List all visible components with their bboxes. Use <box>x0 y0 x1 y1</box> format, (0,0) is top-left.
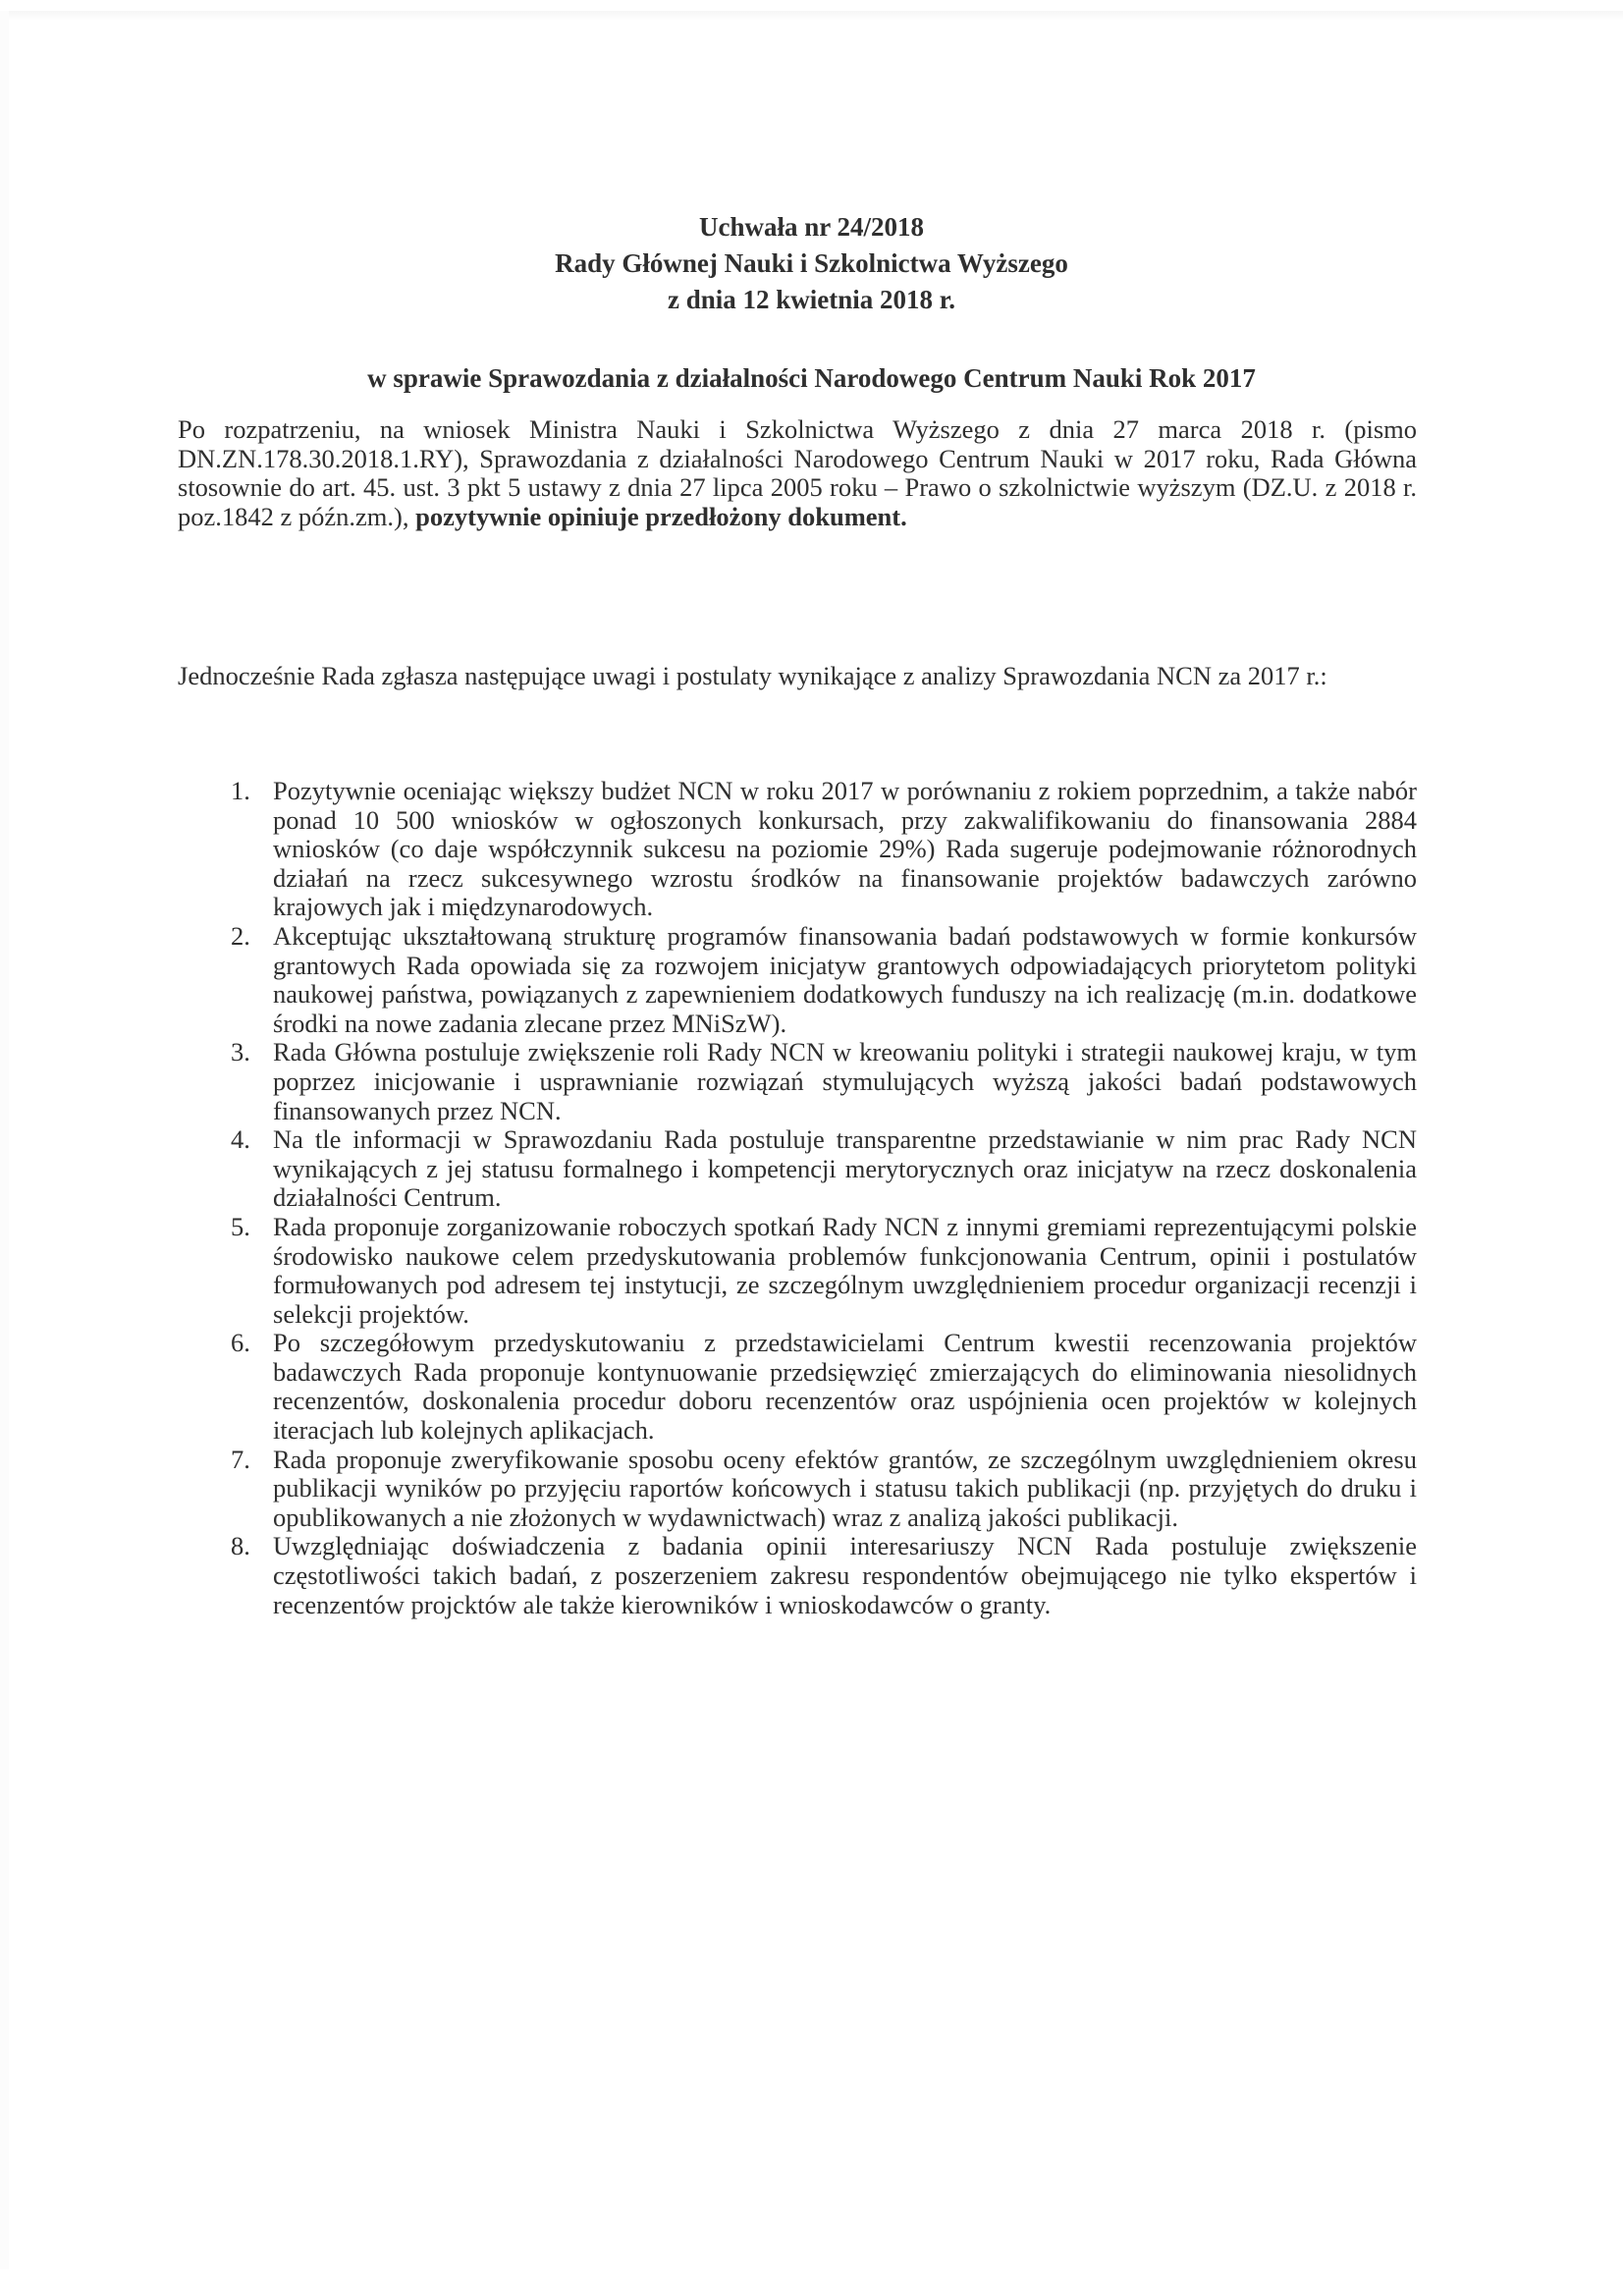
issuing-body: Rady Głównej Nauki i Szkolnictwa Wyższego <box>555 248 1068 278</box>
list-item-number: 1. <box>231 776 250 805</box>
remarks-list <box>178 777 1417 1619</box>
list-item <box>178 1329 1417 1445</box>
list-item-text: Akceptując ukształtowaną strukturę programów finansowania badań podstawowych w formie konkursów grantowych Rada opowiada się za rozwojem inicjatyw grantowych odpowiadających priorytetom polityki naukowej państwa, powiązanych z zapewnieniem dodatkowych funduszy na ich realizację (m.in. dodatkowe środki na nowe zadania zlecane przez MNiSzW). <box>273 920 1417 1038</box>
list-item-text: Na tle informacji w Sprawozdaniu Rada postuluje transparentne przedstawianie w nim prac Rady NCN wynikających z jej statusu formalnego i kompetencji merytorycznych oraz inicjatyw na rzecz doskonalenia działalności Centrum. <box>273 1124 1417 1213</box>
resolution-date: z dnia 12 kwietnia 2018 r. <box>667 285 956 314</box>
list-item-text: Pozytywnie oceniając większy budżet NCN w roku 2017 w porównaniu z rokiem poprzednim, a także nabór ponad 10 500 wniosków w ogłoszonych konkursach, przy zakwalifikowaniu do finansowania 2884 wniosków (co daje współczynnik sukcesu na poziomie 29%) Rada sugeruje podejmowanie różnorodnych działań na rzecz sukcesywnego wzrostu środków na finansowanie projektów badawczych zarówno krajowych jak i międzynarodowych. <box>273 776 1417 922</box>
intro-bold-conclusion: pozytywnie opiniuje przedłożony dokument. <box>415 501 907 531</box>
resolution-number: Uchwała nr 24/2018 <box>698 212 924 242</box>
list-item <box>178 1125 1417 1213</box>
resolution-header <box>0 209 1623 318</box>
list-item <box>178 922 1417 1038</box>
list-item-number: 8. <box>231 1531 250 1561</box>
list-item <box>178 1213 1417 1329</box>
resolution-subject: w sprawie Sprawozdania z działalności Narodowego Centrum Nauki Rok 2017 <box>367 363 1256 393</box>
intro-text: Po rozpatrzeniu, na wniosek Ministra Nauki i Szkolnictwa Wyższego z dnia 27 marca 2018 r. (pismo DN.ZN.178.30.2018.1.RY), Sprawozdania z działalności Narodowego Centrum Nauki w 2017 roku, Rada Główna stosownie do art. 45. ust. 3 pkt 5 ustawy z dnia 27 lipca 2005 roku – Prawo o szkolnictwie wyższym (DZ.U. z 2018 r. poz.1842 z późn.zm.), <box>178 414 1417 531</box>
list-item <box>178 1532 1417 1619</box>
list-item-number: 5. <box>231 1211 250 1241</box>
list-item-text: Rada proponuje zorganizowanie roboczych spotkań Rady NCN z innymi gremiami reprezentującymi polskie środowisko naukowe celem przedyskutowania problemów funkcjonowania Centrum, opinii i postulatów formułowanych pod adresem tej instytucji, ze szczególnym uwzględnieniem procedur organizacji recenzji i selekcji projektów. <box>273 1211 1417 1329</box>
list-item-number: 4. <box>231 1124 250 1155</box>
list-item-text: Rada proponuje zweryfikowanie sposobu oceny efektów grantów, ze szczególnym uwzględnieniem okresu publikacji wyników po przyjęciu raportów końcowych i statusu takich publikacji (np. przyjętych do druku i opublikowanych a nie złożonych w wydawnictwach) wraz z analizą jakości publikacji. <box>273 1444 1417 1532</box>
list-item-number: 7. <box>231 1444 250 1474</box>
list-item <box>178 1446 1417 1533</box>
list-item-number: 2. <box>231 920 250 951</box>
list-item-number: 6. <box>231 1328 250 1358</box>
list-item-text: Po szczegółowym przedyskutowaniu z przedstawicielami Centrum kwestii recenzowania projektów badawczych Rada proponuje kontynuowanie przedsięwzięć zmierzających do eliminowania niesolidnych recenzentów, doskonalenia procedur doboru recenzentów oraz uspójnienia ocen projektów w kolejnych iteracjach lub kolejnych aplikacjach. <box>273 1328 1417 1446</box>
list-item-text: Uwzględniając doświadczenia z badania opinii interesariuszy NCN Rada postuluje zwiększenie częstotliwości takich badań, z poszerzeniem zakresu respondentów obejmującego nie tylko ekspertów i recenzentów projcktów ale także kierowników i wnioskodawców o granty. <box>273 1531 1417 1619</box>
remarks-intro-paragraph: Jednocześnie Rada zgłasza następujące uwagi i postulaty wynikające z analizy Sprawozdania NCN za 2017 r.: <box>178 661 1327 690</box>
intro-paragraph <box>178 415 1417 531</box>
list-item <box>178 1038 1417 1125</box>
list-item-number: 3. <box>231 1037 250 1067</box>
list-item-text: Rada Główna postuluje zwiększenie roli Rady NCN w kreowaniu polityki i strategii naukowej kraju, w tym poprzez inicjowanie i usprawnianie rozwiązań stymulujących wyższą jakości badań podstawowych finansowanych przez NCN. <box>273 1037 1417 1125</box>
list-item <box>178 777 1417 922</box>
